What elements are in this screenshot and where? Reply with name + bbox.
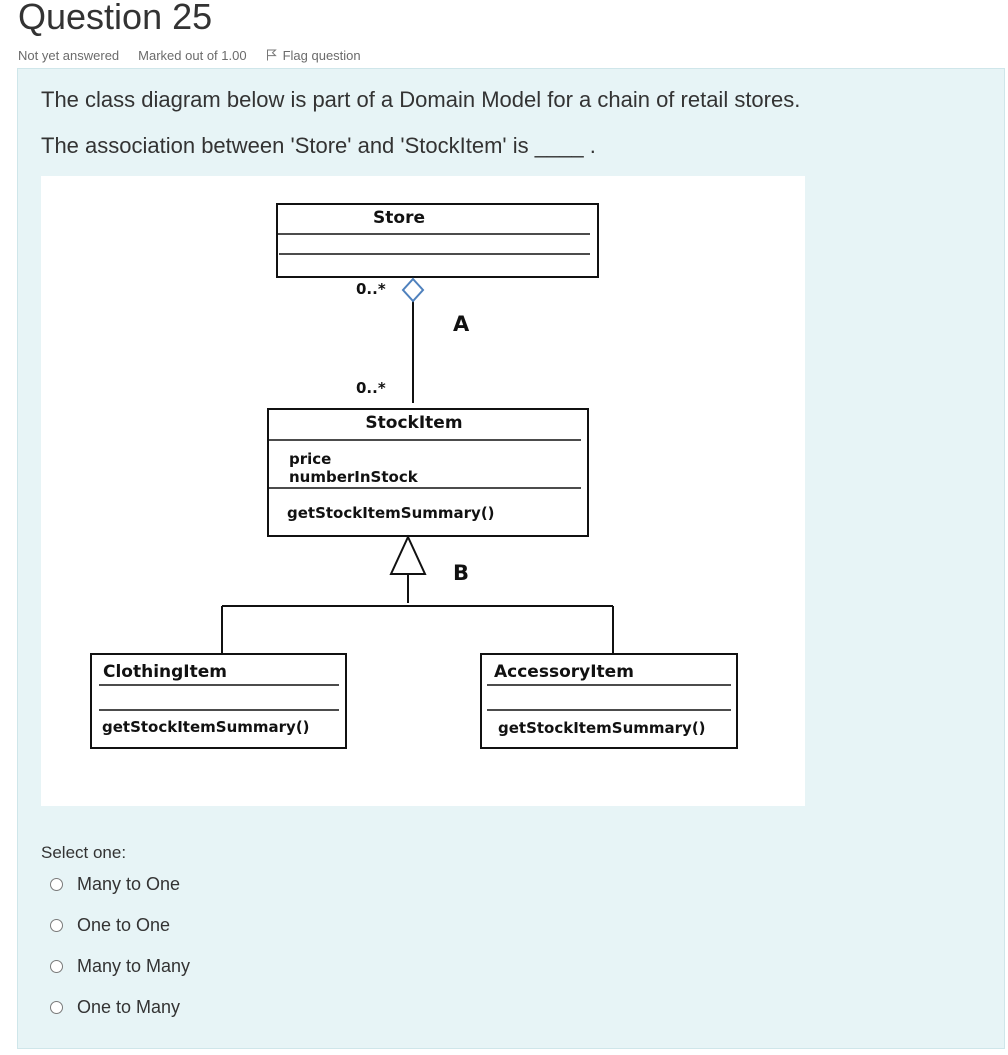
question-meta xyxy=(18,46,399,64)
clothingitem-class-name: ClothingItem xyxy=(103,662,228,682)
accessoryitem-method: getStockItemSummary() xyxy=(498,719,706,737)
answer-option-one-to-many[interactable] xyxy=(50,995,190,1036)
answer-option-label: One to Many xyxy=(77,997,181,1017)
class-diagram xyxy=(41,176,805,806)
multiplicity-stockitem-end: 0..* xyxy=(356,379,386,397)
flag-question-label: Flag question xyxy=(282,47,361,63)
clothingitem-method: getStockItemSummary() xyxy=(102,718,310,736)
radio-button[interactable] xyxy=(50,1001,63,1014)
accessoryitem-class xyxy=(481,654,737,748)
stockitem-attribute-price: price xyxy=(289,450,332,468)
radio-button[interactable] xyxy=(50,960,63,973)
stockitem-class-name: StockItem xyxy=(365,413,463,433)
answer-options xyxy=(50,872,190,1036)
answer-option-label: Many to Many xyxy=(77,956,191,976)
radio-button[interactable] xyxy=(50,919,63,932)
stockitem-attribute-numberinstock: numberInStock xyxy=(289,468,418,486)
store-class-name: Store xyxy=(373,208,425,228)
association-a xyxy=(356,279,470,403)
stockitem-class xyxy=(268,409,588,536)
question-status: Not yet answered xyxy=(18,47,120,63)
flag-question-link[interactable] xyxy=(266,48,380,63)
clothingitem-class xyxy=(91,654,346,748)
answer-option-label: One to One xyxy=(77,915,171,935)
answer-option-many-to-one[interactable] xyxy=(50,872,190,913)
class-diagram-image xyxy=(41,176,805,806)
stockitem-method: getStockItemSummary() xyxy=(287,504,495,522)
question-text-line-2: The association between 'Store' and 'StockItem' is ____ . xyxy=(41,133,596,158)
inheritance-b xyxy=(222,537,613,654)
radio-button[interactable] xyxy=(50,878,63,891)
accessoryitem-class-name: AccessoryItem xyxy=(494,662,634,682)
flag-icon xyxy=(266,49,277,61)
answer-option-many-to-many[interactable] xyxy=(50,954,190,995)
answer-option-one-to-one[interactable] xyxy=(50,913,190,954)
generalization-triangle-icon xyxy=(391,537,425,574)
store-class xyxy=(277,204,598,277)
select-one-label: Select one: xyxy=(41,843,127,862)
multiplicity-store-end: 0..* xyxy=(356,280,386,298)
aggregation-diamond-icon xyxy=(403,279,423,301)
question-marks: Marked out of 1.00 xyxy=(138,47,247,63)
association-label-a: A xyxy=(453,312,470,336)
inheritance-label-b: B xyxy=(453,561,470,585)
answer-option-label: Many to One xyxy=(77,874,181,894)
question-title: Question 25 xyxy=(18,0,213,37)
question-text-line-1: The class diagram below is part of a Domain Model for a chain of retail stores. xyxy=(41,87,801,112)
